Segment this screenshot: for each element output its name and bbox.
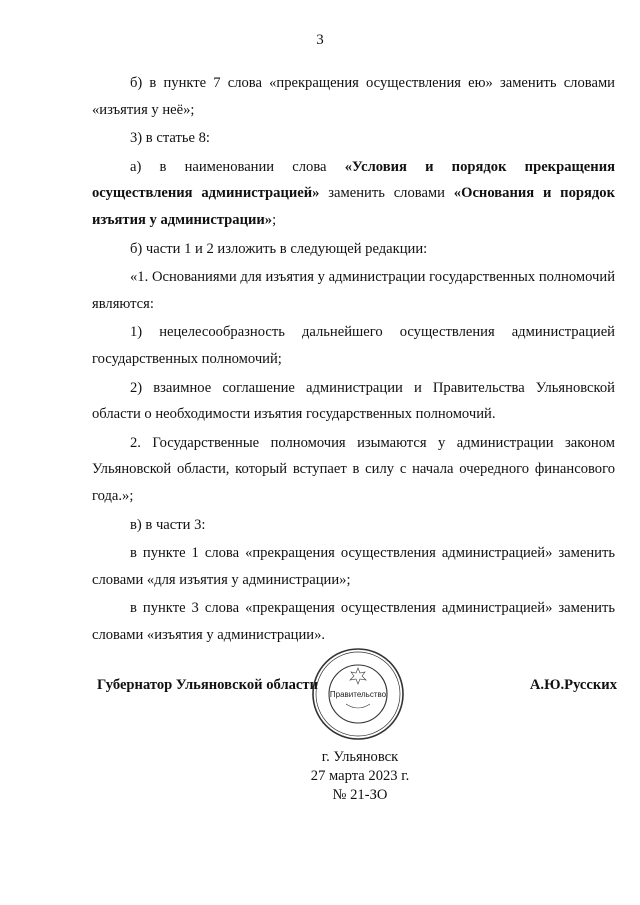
official-seal-stamp <box>310 646 406 742</box>
paragraph-3-after: ; <box>272 211 277 228</box>
governor-title: Губернатор Ульяновской области <box>97 677 318 693</box>
city-line: г. Ульяновск <box>321 749 399 765</box>
date-line: 27 марта 2023 г. <box>310 768 410 784</box>
paragraph-10: в пункте 1 слова «прекращения осуществления администрацией» заменить словами «для изъятия у администрации»; <box>92 545 615 588</box>
paragraph-3 <box>92 154 615 234</box>
paragraph-3-bold-old-title: «Условия и порядок прекращения осуществления администрацией» <box>92 158 615 202</box>
governor-name: А.Ю.Русских <box>529 677 617 693</box>
paragraph-6: 1) нецелесообразность дальнейшего осуществления администрацией государственных полномочий; <box>92 324 615 367</box>
paragraph-8: 2. Государственные полномочия изымаются у администрации законом Ульяновской области, который вступает в силу с начала очередного финансового года.»; <box>92 434 615 504</box>
paragraph-5: «1. Основаниями для изъятия у администрации государственных полномочий являются: <box>92 269 615 312</box>
paragraph-3-middle: заменить словами <box>319 185 454 202</box>
page-number: 3 <box>316 32 324 48</box>
document-footer <box>0 748 640 805</box>
paragraph-9: в) в части 3: <box>130 516 206 533</box>
paragraph-1: б) в пункте 7 слова «прекращения осуществления ею» заменить словами «изъятия у неё»; <box>92 75 615 118</box>
paragraph-2: 3) в статье 8: <box>130 130 210 147</box>
document-body <box>92 70 615 648</box>
paragraph-7: 2) взаимное соглашение администрации и Правительства Ульяновской области о необходимости изъятия государственных полномочий. <box>92 379 615 423</box>
paragraph-3-before: а) в наименовании слова <box>130 158 345 175</box>
seal-center-text: Правительство <box>329 690 387 699</box>
paragraph-11: в пункте 3 слова «прекращения осуществления администрацией» заменить словами «изъятия у администрации». <box>92 600 615 643</box>
paragraph-4: б) части 1 и 2 изложить в следующей редакции: <box>130 240 428 257</box>
law-number-line: № 21-ЗО <box>332 787 388 803</box>
paragraph-3-bold-new-title: «Основания и порядок изъятия у администрации» <box>92 185 615 228</box>
